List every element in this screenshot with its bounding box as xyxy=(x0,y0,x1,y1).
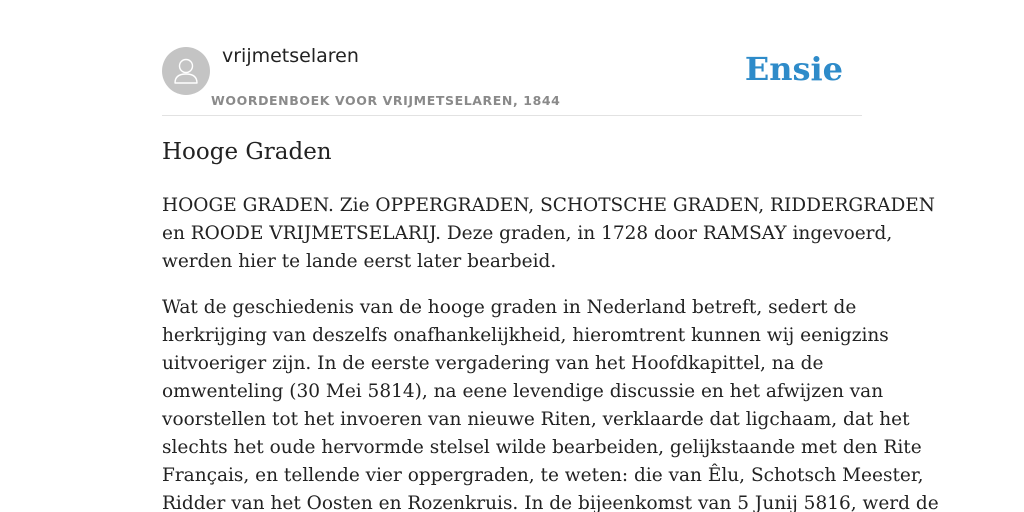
paragraph xyxy=(162,294,939,512)
text-line: Ridder van het Oosten en Rozenkruis. In de bijeenkomst van 5 Junij 5816, werd de xyxy=(162,493,939,512)
text-line: HOOGE GRADEN. Zie OPPERGRADEN, SCHOTSCHE GRADEN, RIDDERGRADEN xyxy=(162,195,935,216)
text-line: Français, en tellende vier oppergraden, te weten: die van Êlu, Schotsch Meester, xyxy=(162,465,924,486)
avatar[interactable] xyxy=(162,47,210,95)
text-line: werden hier te lande eerst later bearbeid. xyxy=(162,251,557,272)
text-line: slechts het oude hervormde stelsel wilde bearbeiden, gelijkstaande met den Rite xyxy=(162,437,922,458)
user-icon xyxy=(162,47,210,95)
text-line: omwenteling (30 Mei 5814), na eene levendige discussie en het afwijzen van xyxy=(162,381,884,402)
article-header xyxy=(162,0,862,116)
page-title: Hooge Graden xyxy=(162,139,332,165)
text-line: uitvoeriger zijn. In de eerste vergadering van het Hoofdkapittel, na de xyxy=(162,353,824,374)
text-line: Wat de geschiedenis van de hooge graden in Nederland betreft, sedert de xyxy=(162,297,857,318)
text-line: herkrijging van deszelfs onafhankelijkheid, hieromtrent kunnen wij eenigzins xyxy=(162,325,889,346)
content-column xyxy=(162,0,939,512)
text-line: voorstellen tot het invoeren van nieuwe Riten, verklaarde dat ligchaam, dat het xyxy=(162,409,910,430)
ensie-logo[interactable]: Ensie xyxy=(744,50,843,88)
author-name[interactable]: vrijmetselaren xyxy=(222,45,359,67)
source-label[interactable]: WOORDENBOEK VOOR VRIJMETSELAREN, 1844 xyxy=(211,93,561,108)
paragraph xyxy=(162,192,935,276)
article-body xyxy=(162,192,939,512)
text-line: en ROODE VRIJMETSELARIJ. Deze graden, in 1728 door RAMSAY ingevoerd, xyxy=(162,223,893,244)
